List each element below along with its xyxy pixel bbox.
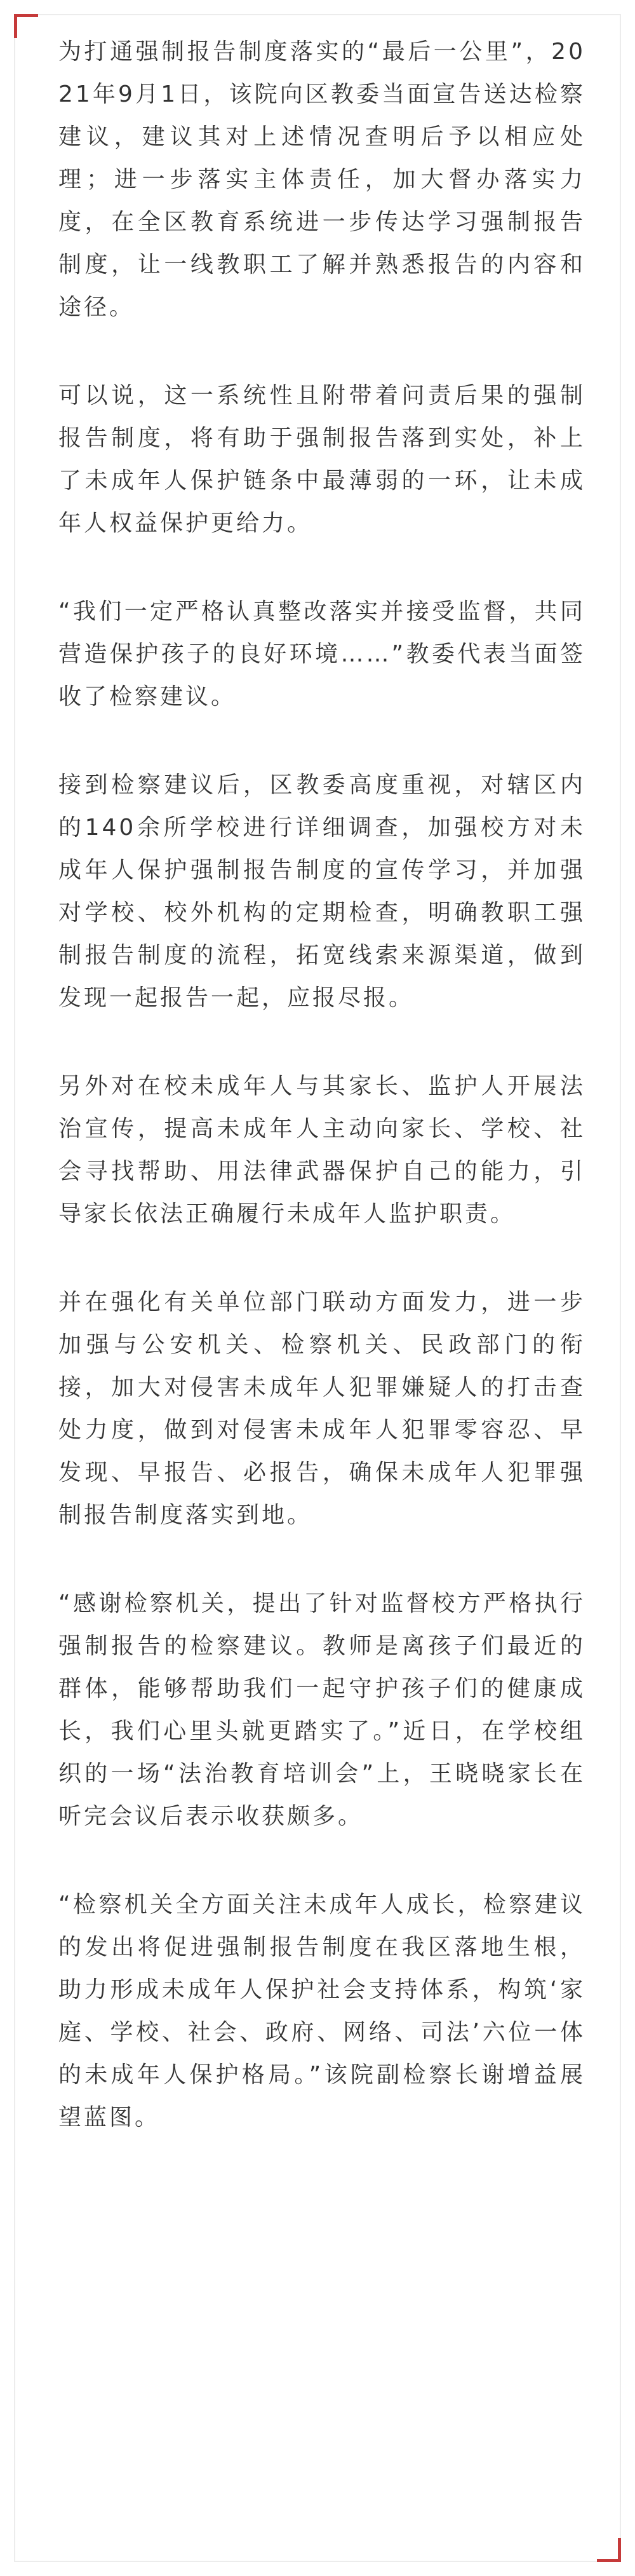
paragraph-5: 另外对在校未成年人与其家长、监护人开展法治宣传，提高未成年人主动向家长、学校、社会寻找帮助、用法律武器保护自己的能力，引导家长依法正确履行未成年人监护职责。 xyxy=(58,1073,585,1227)
paragraph-2: 可以说，这一系统性且附带着问责后果的强制报告制度，将有助于强制报告落到实处，补上了未成年人保护链条中最薄弱的一环，让未成年人权益保护更给力。 xyxy=(58,383,585,536)
paragraph-1: 为打通强制报告制度落实的“最后一公里”，2021年9月1日，该院向区教委当面宣告送达检察建议，建议其对上述情况查明后予以相应处理；进一步落实主体责任，加大督办落实力度，在全区教育系统进一步传达学习强制报告制度，让一线教职工了解并熟悉报告的内容和途径。 xyxy=(58,39,585,320)
paragraph-4: 接到检察建议后，区教委高度重视，对辖区内的140余所学校进行详细调查，加强校方对未成年人保护强制报告制度的宣传学习，并加强对学校、校外机构的定期检查，明确教职工强制报告制度的流程，拓宽线索来源渠道，做到发现一起报告一起，应报尽报。 xyxy=(58,772,585,1011)
corner-decoration-top-left xyxy=(14,14,38,38)
paragraph-7: “感谢检察机关，提出了针对监督校方严格执行强制报告的检察建议。教师是离孩子们最近的群体，能够帮助我们一起守护孩子们的健康成长，我们心里头就更踏实了。”近日，在学校组织的一场“法治教育培训会”上，王晓晓家长在听完会议后表示收获颇多。 xyxy=(58,1590,585,1829)
paragraph-3: “我们一定严格认真整改落实并接受监督，共同营造保护孩子的良好环境……”教委代表当面签收了检察建议。 xyxy=(58,599,585,710)
corner-decoration-bottom-right xyxy=(597,2538,621,2562)
paragraph-6: 并在强化有关单位部门联动方面发力，进一步加强与公安机关、检察机关、民政部门的衔接，加大对侵害未成年人犯罪嫌疑人的打击查处力度，做到对侵害未成年人犯罪零容忍、早发现、早报告、必报告，确保未成年人犯罪强制报告制度落实到地。 xyxy=(58,1289,585,1528)
article-body xyxy=(58,31,585,2185)
paragraph-8: “检察机关全方面关注未成年人成长，检察建议的发出将促进强制报告制度在我区落地生根，助力形成未成年人保护社会支持体系，构筑‘家庭、学校、社会、政府、网络、司法’六位一体的未成年人保护格局。”该院副检察长谢增益展望蓝图。 xyxy=(58,1892,585,2131)
